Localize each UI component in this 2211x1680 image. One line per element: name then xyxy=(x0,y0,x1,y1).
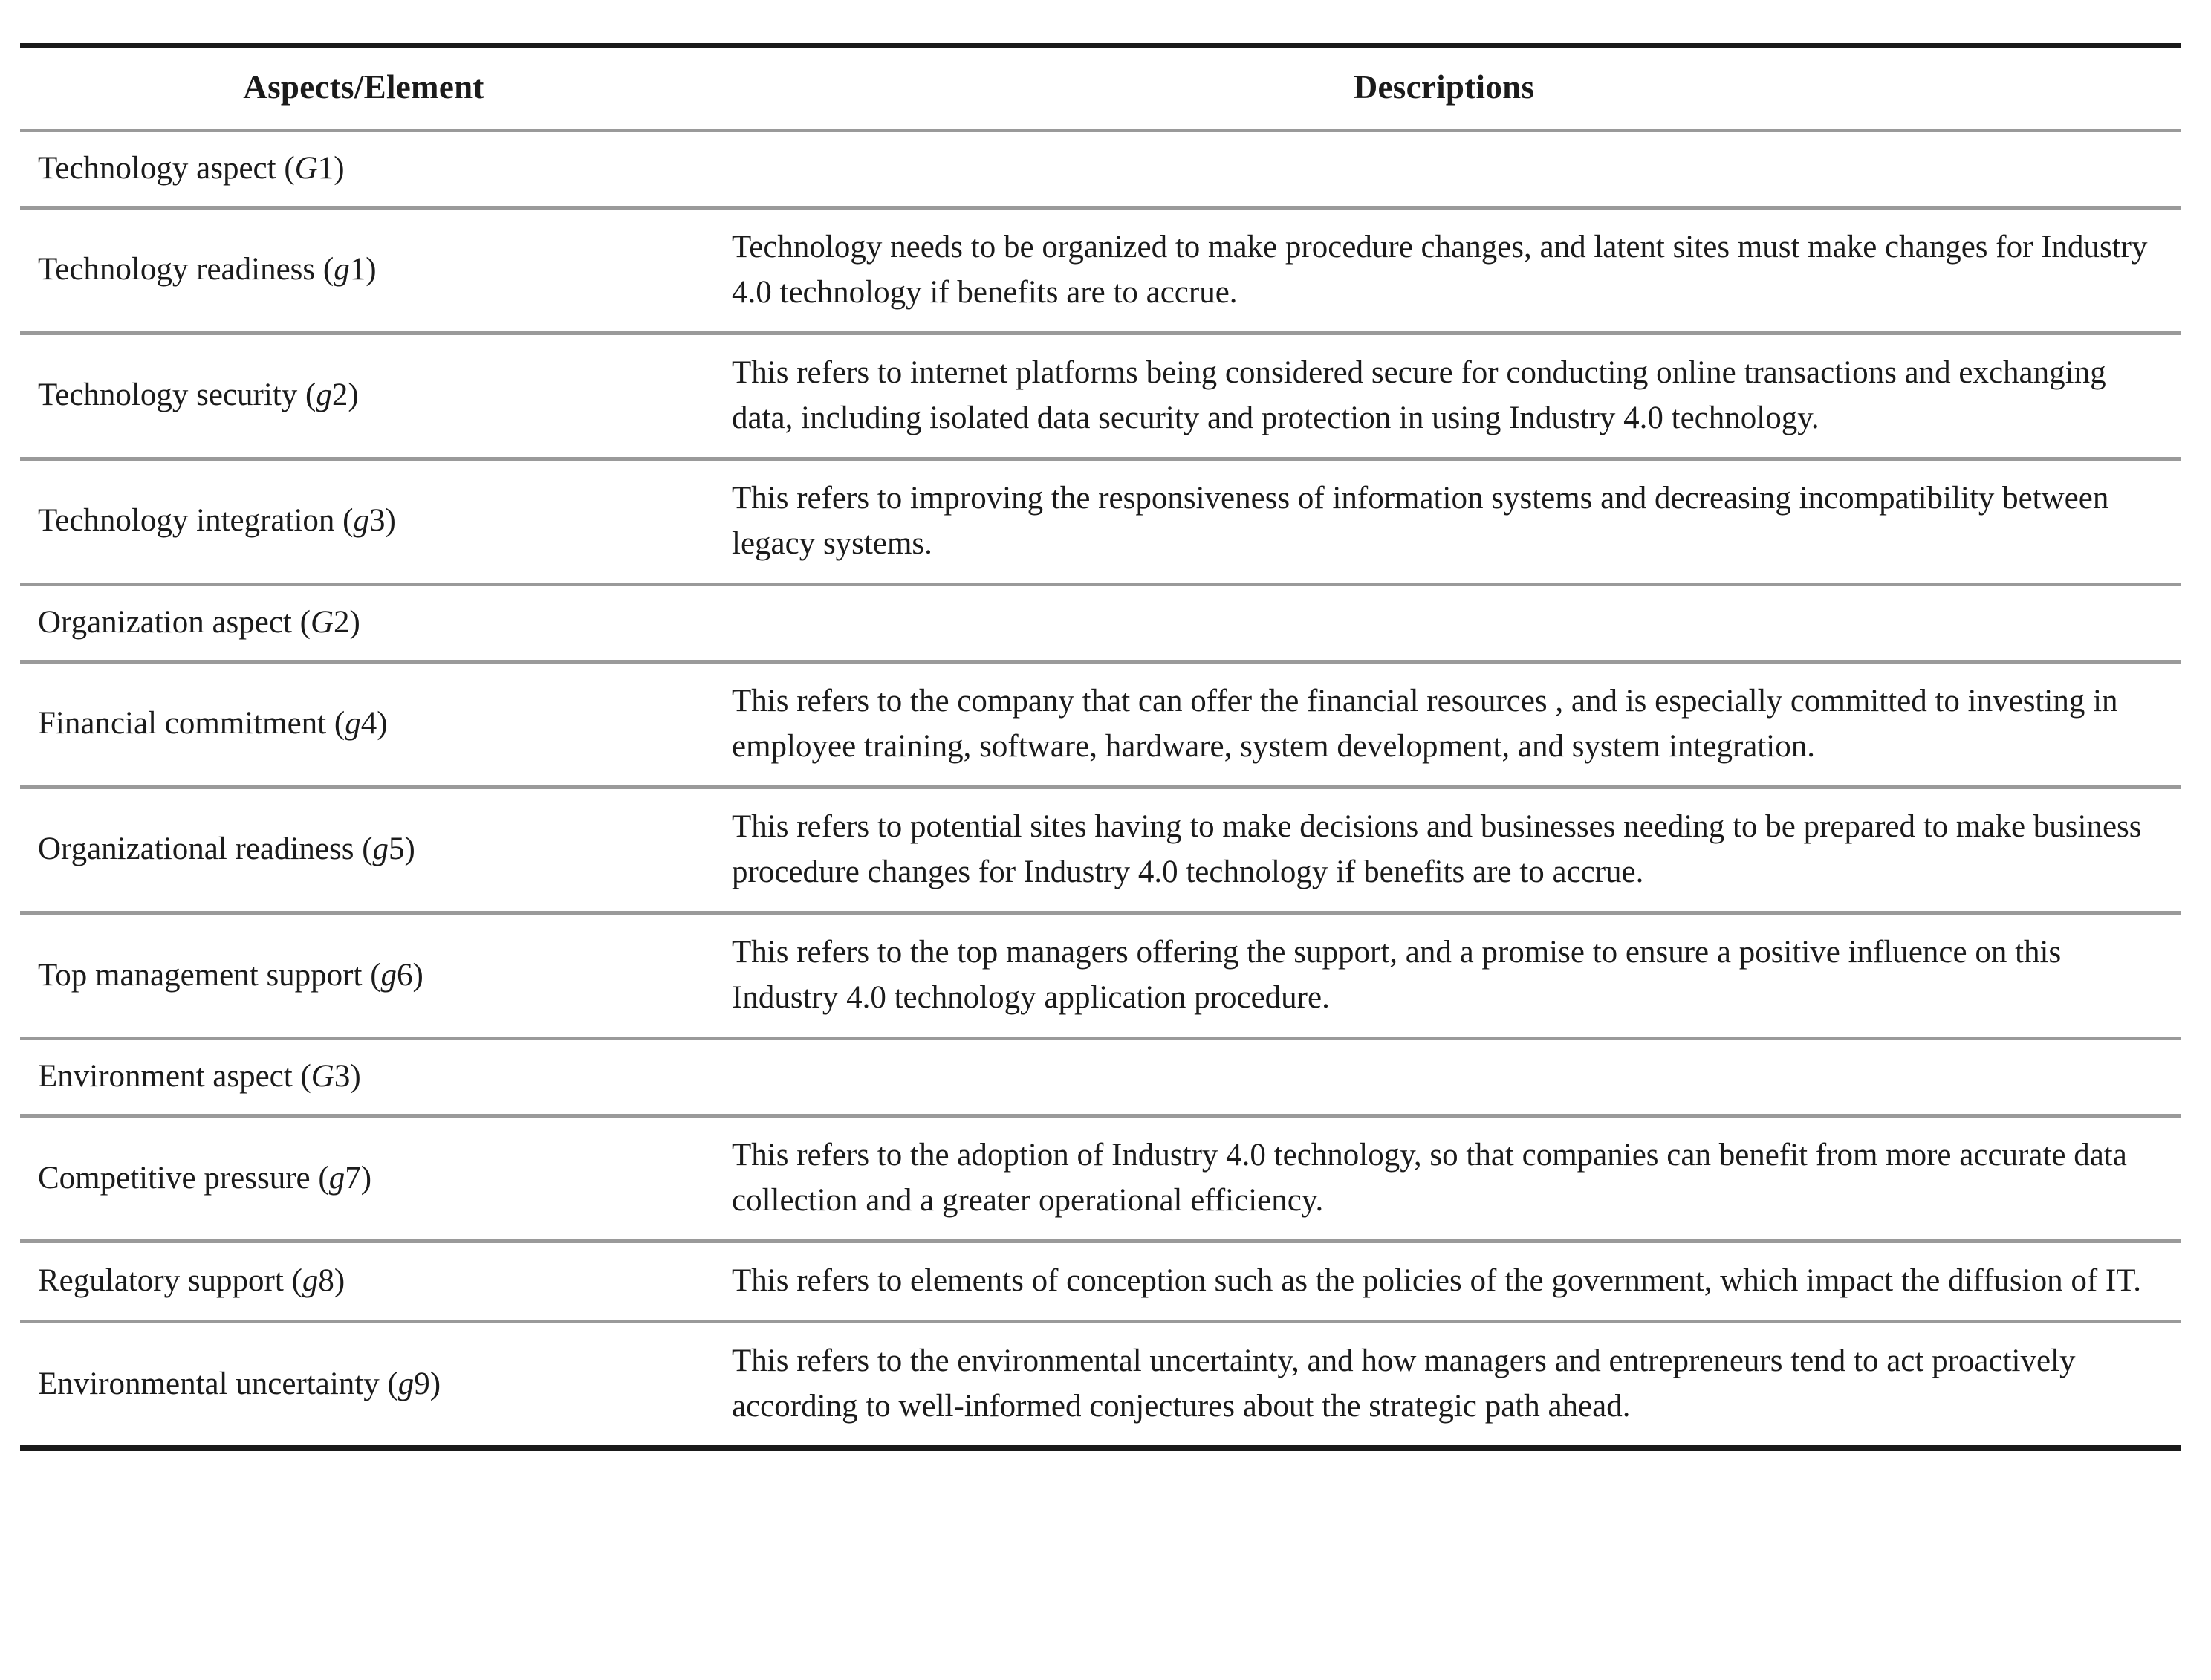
description-text: This refers to the company that can offer the financial resources , and is especially committed to investing in employee training, software, hardware, system development, and system integration. xyxy=(732,683,2118,764)
aspect-label-cell xyxy=(20,1242,707,1322)
group-label-cell xyxy=(20,130,707,207)
description-cell xyxy=(707,458,2181,584)
aspect-label-cell xyxy=(20,207,707,333)
description-text: This refers to internet platforms being considered secure for conducting online transactions and exchanging data, including isolated data security and protection in using Industry 4.0 technology. xyxy=(732,354,2106,435)
aspect-label-cell xyxy=(20,913,707,1039)
aspect-label-cell xyxy=(20,661,707,787)
table-row xyxy=(20,1116,2181,1242)
aspect-code-letter: g xyxy=(302,1263,319,1299)
description-cell xyxy=(707,1322,2181,1449)
column-header-aspect: Aspects/Element xyxy=(20,46,707,131)
description-cell xyxy=(707,584,2181,661)
aspect-label-cell xyxy=(20,1116,707,1242)
aspect-label-cell xyxy=(20,333,707,458)
table-row xyxy=(20,1322,2181,1449)
table-row xyxy=(20,458,2181,584)
aspect-label-cell xyxy=(20,1322,707,1449)
description-text: This refers to elements of conception such as the policies of the government, which impact the diffusion of IT. xyxy=(732,1263,2142,1299)
description-text: This refers to the adoption of Industry 4.0 technology, so that companies can benefit from more accurate data collection and a greater operational efficiency. xyxy=(732,1138,2127,1219)
aspect-label: Organizational readiness (g5) xyxy=(38,831,415,867)
table-row xyxy=(20,207,2181,333)
aspect-label-cell xyxy=(20,458,707,584)
description-cell xyxy=(707,661,2181,787)
aspect-code-letter: G xyxy=(310,604,334,640)
aspect-label: Technology aspect (G1) xyxy=(38,150,345,186)
description-cell xyxy=(707,207,2181,333)
aspect-code-letter: G xyxy=(311,1059,334,1094)
table-group-row xyxy=(20,1039,2181,1116)
aspect-label: Top management support (g6) xyxy=(38,957,423,993)
table-header xyxy=(20,46,2181,131)
description-text: Technology needs to be organized to make procedure changes, and latent sites must make changes for Industry 4.0 technology if benefits are to accrue. xyxy=(732,229,2148,310)
table-row xyxy=(20,661,2181,787)
description-cell xyxy=(707,913,2181,1039)
table-group-row xyxy=(20,584,2181,661)
aspect-label: Competitive pressure (g7) xyxy=(38,1160,372,1196)
aspect-label: Technology security (g2) xyxy=(38,377,359,413)
description-cell xyxy=(707,130,2181,207)
aspect-label: Environmental uncertainty (g9) xyxy=(38,1366,441,1401)
group-label-cell xyxy=(20,584,707,661)
aspect-code-letter: g xyxy=(345,706,361,742)
description-text: This refers to the top managers offering the support, and a promise to ensure a positive influence on this Industry 4.0 technology application procedure. xyxy=(732,935,2062,1016)
table-group-row xyxy=(20,130,2181,207)
description-cell xyxy=(707,787,2181,912)
aspects-element-table xyxy=(20,43,2181,1451)
aspect-label-cell xyxy=(20,787,707,912)
aspect-code-letter: g xyxy=(334,252,350,288)
table-body xyxy=(20,130,2181,1448)
description-text: This refers to the environmental uncertainty, and how managers and entrepreneurs tend to act proactively according to well-informed conjectures about the strategic path ahead. xyxy=(732,1343,2076,1424)
aspect-label: Technology integration (g3) xyxy=(38,503,396,539)
aspect-label: Financial commitment (g4) xyxy=(38,706,388,742)
aspect-code-letter: g xyxy=(372,831,389,867)
description-cell xyxy=(707,333,2181,458)
aspect-label: Organization aspect (G2) xyxy=(38,604,360,640)
table-row xyxy=(20,787,2181,912)
column-header-descriptions: Descriptions xyxy=(707,46,2181,131)
description-cell xyxy=(707,1242,2181,1322)
table-row xyxy=(20,1242,2181,1322)
aspect-code-letter: g xyxy=(353,503,369,539)
description-cell xyxy=(707,1039,2181,1116)
table-header-row xyxy=(20,46,2181,131)
aspect-code-letter: g xyxy=(328,1160,345,1196)
aspect-code-letter: g xyxy=(380,957,397,993)
aspect-code-letter: g xyxy=(316,377,332,413)
aspect-label: Regulatory support (g8) xyxy=(38,1263,345,1299)
group-label-cell xyxy=(20,1039,707,1116)
description-text: This refers to improving the responsiveness of information systems and decreasing incompatibility between legacy systems. xyxy=(732,480,2109,561)
table-row xyxy=(20,913,2181,1039)
description-cell xyxy=(707,1116,2181,1242)
table-row xyxy=(20,333,2181,458)
aspect-code-letter: g xyxy=(397,1366,415,1401)
aspect-label: Environment aspect (G3) xyxy=(38,1059,361,1094)
description-text: This refers to potential sites having to make decisions and businesses needing to be prepared to make business procedure changes for Industry 4.0 technology if benefits are to accrue. xyxy=(732,808,2142,890)
aspect-code-letter: G xyxy=(294,150,318,186)
aspect-label: Technology readiness (g1) xyxy=(38,252,377,288)
